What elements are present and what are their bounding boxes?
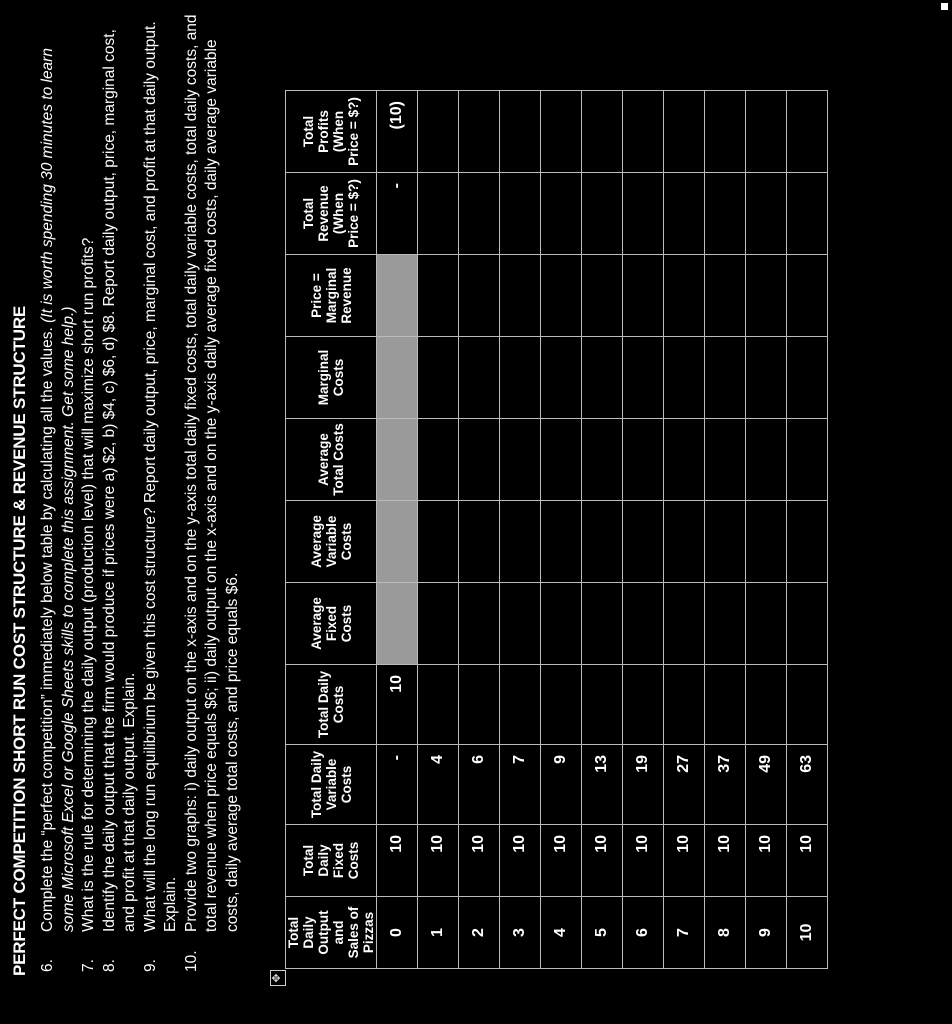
table-cell[interactable]	[664, 337, 705, 419]
table-cell[interactable]	[787, 91, 828, 173]
table-cell[interactable]	[541, 501, 582, 583]
table-cell[interactable]	[500, 583, 541, 665]
column-header: Total Daily Output and Sales of Pizzas	[286, 897, 377, 969]
table-cell[interactable]: 4	[541, 897, 582, 969]
table-cell[interactable]: 10	[377, 825, 418, 897]
question-list	[38, 6, 243, 976]
table-cell[interactable]: 7	[500, 745, 541, 825]
table-cell[interactable]	[582, 173, 623, 255]
table-cell[interactable]	[582, 665, 623, 745]
question-text: Complete the “perfect competition” immediately below table by calculating all the values.	[39, 327, 56, 932]
table-row	[705, 91, 746, 969]
table-cell[interactable]	[787, 419, 828, 501]
table-cell[interactable]	[705, 665, 746, 745]
table-cell[interactable]	[582, 91, 623, 173]
table-cell[interactable]	[459, 419, 500, 501]
table-cell[interactable]: -	[377, 173, 418, 255]
table-cell[interactable]: 63	[787, 745, 828, 825]
table-cell[interactable]: 19	[623, 745, 664, 825]
table-cell[interactable]: 13	[582, 745, 623, 825]
table-cell[interactable]: 10	[377, 665, 418, 745]
column-header: Marginal Costs	[286, 337, 377, 419]
table-cell[interactable]: 10	[787, 825, 828, 897]
column-header: Total Daily Fixed Costs	[286, 825, 377, 897]
table-cell[interactable]	[459, 583, 500, 665]
table-cell[interactable]	[418, 583, 459, 665]
table-cell[interactable]: 6	[459, 745, 500, 825]
question-number: 7.	[80, 959, 97, 972]
table-header-row	[286, 91, 377, 969]
question-text: Identify the daily output that the firm would produce if prices were a) $2, b) $4, c) $6, d) $8. Report daily output, price, marginal cost, and profit at that daily output. Explain.	[100, 29, 138, 932]
table-cell[interactable]	[541, 583, 582, 665]
question-6	[38, 6, 79, 976]
table-row	[459, 91, 500, 969]
table-row	[664, 91, 705, 969]
table-cell[interactable]	[541, 255, 582, 337]
table-cell[interactable]	[377, 419, 418, 501]
table-cell[interactable]	[623, 337, 664, 419]
table-cell[interactable]	[459, 173, 500, 255]
table-cell[interactable]	[500, 337, 541, 419]
table-cell[interactable]: 10	[541, 825, 582, 897]
table-cell[interactable]	[418, 91, 459, 173]
table-cell[interactable]	[541, 91, 582, 173]
table-row	[582, 91, 623, 969]
table-row	[418, 91, 459, 969]
table-cell[interactable]	[500, 501, 541, 583]
table-row	[787, 91, 828, 969]
cost-table	[285, 90, 828, 969]
table-cell[interactable]	[459, 337, 500, 419]
table-cell[interactable]: 10	[459, 825, 500, 897]
move-handle-icon[interactable]: ✥	[270, 970, 286, 986]
table-cell[interactable]	[459, 501, 500, 583]
table-cell[interactable]	[582, 419, 623, 501]
column-header: Average Total Costs	[286, 419, 377, 501]
table-cell[interactable]	[664, 583, 705, 665]
table-cell[interactable]	[787, 173, 828, 255]
question-text: What will the long run equilibrium be given this cost structure? Report daily output, price, marginal cost, and profit at that daily output. Explain.	[141, 21, 179, 932]
table-cell[interactable]: 49	[746, 745, 787, 825]
table-cell[interactable]	[500, 665, 541, 745]
table-cell[interactable]: 4	[418, 745, 459, 825]
question-8	[100, 6, 141, 976]
table-cell[interactable]	[541, 419, 582, 501]
table-cell[interactable]: 10	[500, 825, 541, 897]
table-cell[interactable]	[623, 583, 664, 665]
table-cell[interactable]	[418, 419, 459, 501]
table-body	[377, 91, 828, 969]
table-cell[interactable]	[623, 501, 664, 583]
table-cell[interactable]	[787, 337, 828, 419]
table-cell[interactable]	[623, 665, 664, 745]
table-cell[interactable]: 3	[500, 897, 541, 969]
table-cell[interactable]: 6	[623, 897, 664, 969]
table-cell[interactable]	[377, 337, 418, 419]
table-cell[interactable]	[664, 665, 705, 745]
table-cell[interactable]	[541, 337, 582, 419]
page-title: PERFECT COMPETITION SHORT RUN COST STRUCTURE & REVENUE STRUCTURE	[10, 305, 29, 976]
table-cell[interactable]: 8	[705, 897, 746, 969]
table-cell[interactable]	[500, 91, 541, 173]
table-cell[interactable]	[500, 419, 541, 501]
table-cell[interactable]	[459, 255, 500, 337]
table-cell[interactable]	[459, 91, 500, 173]
table-cell[interactable]: 10	[623, 825, 664, 897]
table-cell[interactable]	[623, 255, 664, 337]
table-cell[interactable]	[623, 173, 664, 255]
column-header: Total Profits (When Price = $?)	[286, 91, 377, 173]
table-cell[interactable]	[664, 173, 705, 255]
table-cell[interactable]	[787, 501, 828, 583]
question-9	[141, 6, 182, 976]
table-cell[interactable]: 10	[418, 825, 459, 897]
table-cell[interactable]	[377, 501, 418, 583]
table-cell[interactable]	[664, 91, 705, 173]
column-header: Total Daily Costs	[286, 665, 377, 745]
table-cell[interactable]	[377, 583, 418, 665]
table-cell[interactable]	[418, 337, 459, 419]
table-cell[interactable]	[664, 255, 705, 337]
table-cell[interactable]	[582, 583, 623, 665]
question-7	[79, 6, 100, 976]
table-cell[interactable]	[705, 583, 746, 665]
table-cell[interactable]	[582, 255, 623, 337]
table-cell[interactable]	[746, 173, 787, 255]
column-header: Average Fixed Costs	[286, 583, 377, 665]
table-cell[interactable]	[746, 255, 787, 337]
table-cell[interactable]	[459, 665, 500, 745]
table-cell[interactable]: 37	[705, 745, 746, 825]
table-row	[377, 91, 418, 969]
table-cell[interactable]: 5	[582, 897, 623, 969]
table-row	[623, 91, 664, 969]
column-header: Total Revenue (When Price = $?)	[286, 173, 377, 255]
table-cell[interactable]	[746, 419, 787, 501]
table-cell[interactable]: 10	[746, 825, 787, 897]
question-number: 8.	[100, 959, 118, 972]
column-header: Total Daily Variable Costs	[286, 745, 377, 825]
table-cell[interactable]	[787, 665, 828, 745]
question-number: 10.	[182, 950, 200, 972]
table-cell[interactable]: 9	[746, 897, 787, 969]
table-cell[interactable]: -	[377, 745, 418, 825]
table-cell[interactable]	[787, 255, 828, 337]
table-cell[interactable]: 27	[664, 745, 705, 825]
table-cell[interactable]	[746, 91, 787, 173]
table-cell[interactable]	[582, 337, 623, 419]
table-cell[interactable]	[500, 255, 541, 337]
question-number: 6.	[39, 959, 56, 972]
table-cell[interactable]: 10	[582, 825, 623, 897]
table-cell[interactable]	[705, 91, 746, 173]
column-header: Price = Marginal Revenue	[286, 255, 377, 337]
table-cell[interactable]	[746, 583, 787, 665]
table-cell[interactable]	[746, 501, 787, 583]
table-row	[541, 91, 582, 969]
table-cell[interactable]: 1	[418, 897, 459, 969]
table-cell[interactable]	[418, 173, 459, 255]
table-row	[746, 91, 787, 969]
table-cell[interactable]	[746, 665, 787, 745]
table-cell[interactable]	[705, 501, 746, 583]
table-cell[interactable]	[418, 255, 459, 337]
table-cell[interactable]	[377, 255, 418, 337]
table-cell[interactable]: 2	[459, 897, 500, 969]
table-cell[interactable]	[623, 91, 664, 173]
table-cell[interactable]	[582, 501, 623, 583]
table-cell[interactable]	[787, 583, 828, 665]
question-number: 9.	[141, 959, 159, 972]
table-cell[interactable]	[664, 419, 705, 501]
table-cell[interactable]	[541, 665, 582, 745]
table-cell[interactable]	[746, 337, 787, 419]
table-cell[interactable]: 7	[664, 897, 705, 969]
question-note: (It is worth spending 30 minutes to learn some Microsoft Excel or Google Sheets skills to complete this assignment. Get some help.)	[39, 48, 77, 932]
table-cell[interactable]	[418, 501, 459, 583]
table-cell[interactable]: 0	[377, 897, 418, 969]
question-text: What is the rule for determining the daily output (production level) that will maximize short run profits?	[80, 237, 97, 932]
table-cell[interactable]: (10)	[377, 91, 418, 173]
table-cell[interactable]: 10	[664, 825, 705, 897]
table-cell[interactable]	[705, 173, 746, 255]
table-cell[interactable]	[623, 419, 664, 501]
table-cell[interactable]: 9	[541, 745, 582, 825]
table-cell[interactable]	[664, 501, 705, 583]
table-cell[interactable]	[705, 255, 746, 337]
table-row	[500, 91, 541, 969]
table-cell[interactable]	[705, 337, 746, 419]
table-cell[interactable]: 10	[787, 897, 828, 969]
table-cell[interactable]	[418, 665, 459, 745]
column-header: Average Variable Costs	[286, 501, 377, 583]
question-10	[182, 6, 244, 976]
question-text: Provide two graphs: i) daily output on the x-axis and on the y-axis total daily fixed costs, total daily variable costs, total daily costs, and total revenue when price equals $6; ii) daily output on the x-axis and on the y-axis daily average fixed costs, daily average variable costs, daily average total costs, and price equals $6.	[182, 14, 241, 932]
table-cell[interactable]	[705, 419, 746, 501]
resize-handle[interactable]	[941, 3, 948, 10]
table-cell[interactable]	[541, 173, 582, 255]
table-cell[interactable]	[500, 173, 541, 255]
table-cell[interactable]: 10	[705, 825, 746, 897]
